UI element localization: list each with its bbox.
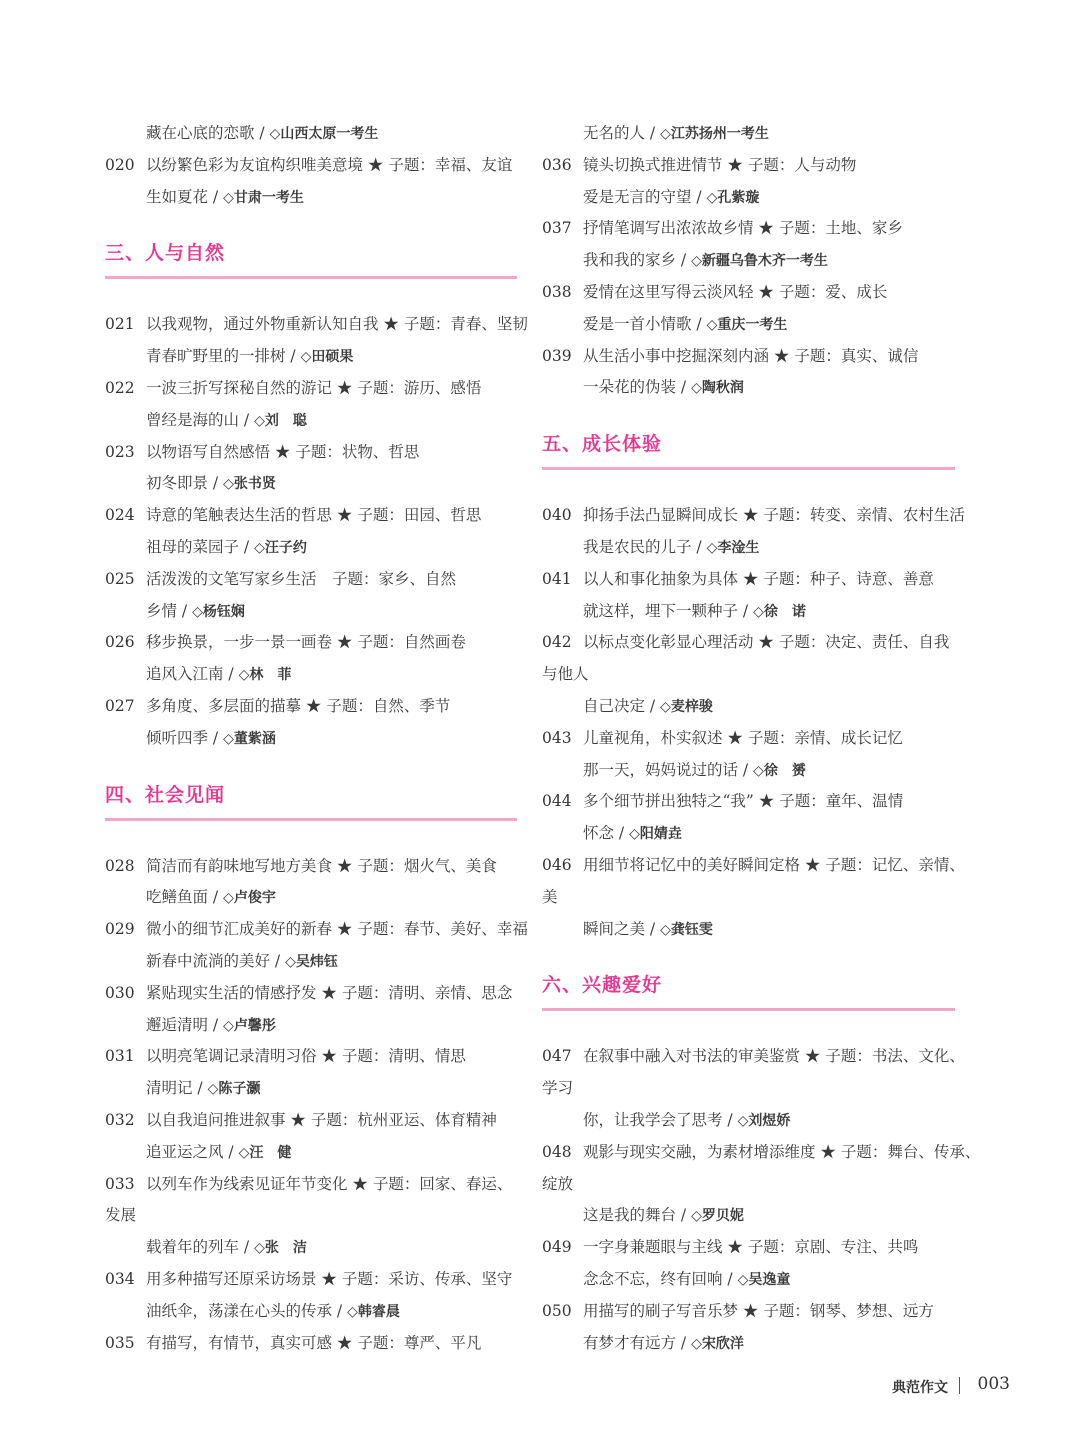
- article-title: [583, 1204, 744, 1227]
- article-author: ◇陈子灏: [207, 1081, 261, 1098]
- entry-description-wrap: 学习: [542, 1079, 574, 1098]
- section-heading: [542, 429, 955, 456]
- article-title: [146, 1236, 307, 1259]
- article-title-text: 追风入江南 /: [146, 665, 239, 684]
- article-author: ◇张 洁: [254, 1240, 307, 1257]
- section-heading: [105, 238, 517, 265]
- entry-description-wrap: 美: [542, 887, 558, 906]
- entry-description: 诗意的笔触表达生活的哲思 ★ 子题：田园、哲思: [146, 506, 482, 525]
- entry-number: 035: [105, 1333, 135, 1352]
- article-author: ◇陶秋润: [691, 380, 744, 397]
- article-author: ◇林 菲: [238, 667, 292, 684]
- entry-number: 048: [542, 1142, 572, 1161]
- entry-number: 047: [542, 1047, 572, 1066]
- article-title: [583, 600, 806, 623]
- article-title: [146, 600, 245, 623]
- footer-divider: [959, 1377, 960, 1394]
- entry-number: 033: [105, 1174, 135, 1193]
- article-author: ◇江苏扬州一考生: [660, 126, 769, 142]
- article-title: [146, 950, 338, 973]
- article-title-text: 吃鳝鱼面 /: [146, 888, 224, 907]
- article-title: [146, 1300, 400, 1323]
- entry-description: 简洁而有韵味地写地方美食 ★ 子题：烟火气、美食: [146, 856, 497, 875]
- article-title: [583, 376, 744, 399]
- article-title-text: 一朵花的伪装 /: [583, 378, 692, 397]
- entry-number: 024: [105, 506, 135, 525]
- entry-description-wrap: 与他人: [542, 665, 589, 684]
- entry-number: 022: [105, 379, 135, 397]
- entry-description: 以列车作为线索见证年节变化 ★ 子题：回家、春运、: [146, 1174, 513, 1193]
- article-title: [146, 886, 276, 909]
- entry-description: 微小的细节汇成美好的新春 ★ 子题：春节、美好、幸福: [146, 920, 528, 939]
- entry-description: 用多种描写还原采访场景 ★ 子题：采访、传承、坚守: [146, 1270, 513, 1288]
- article-title: [583, 918, 713, 941]
- article-title-text: 初冬即景 /: [146, 474, 224, 493]
- article-title-text: 念念不忘，终有回响 /: [583, 1270, 738, 1288]
- section-heading: [105, 780, 517, 807]
- article-title: [583, 313, 787, 336]
- article-title: [583, 695, 713, 718]
- article-author: ◇田硕果: [300, 349, 354, 366]
- article-title: [583, 1109, 790, 1132]
- article-author: ◇卢俊宇: [223, 890, 276, 907]
- entry-description: 一字身兼题眼与主线 ★ 子题：京剧、专注、共鸣: [583, 1238, 919, 1257]
- entry-description: 用描写的刷子写音乐梦 ★ 子题：钢琴、梦想、远方: [583, 1301, 934, 1320]
- entry-description: 以明亮笔调记录清明习俗 ★ 子题：清明、情思: [146, 1047, 466, 1066]
- article-title-text: 追亚运之风 /: [146, 1142, 239, 1161]
- article-title-text: 你，让我学会了思考 /: [583, 1111, 738, 1129]
- article-author: ◇刘 聪: [254, 412, 307, 429]
- entry-number: 020: [105, 155, 135, 174]
- entry-number: 038: [542, 283, 572, 301]
- article-author: ◇宋欣洋: [691, 1335, 744, 1352]
- article-author: ◇董紫涵: [223, 730, 276, 747]
- entry-number: 034: [105, 1270, 135, 1288]
- article-author: ◇阳婧垚: [629, 826, 682, 843]
- entry-number: 044: [542, 792, 572, 811]
- entry-description-wrap: 发展: [105, 1206, 137, 1225]
- article-author: ◇甘肃一考生: [223, 189, 304, 206]
- article-title-text: 怀念 /: [583, 824, 630, 843]
- section-heading-text: 六、兴趣爱好: [542, 974, 663, 997]
- article-title: [146, 1077, 260, 1100]
- article-title-text: 油纸伞，荡漾在心头的传承 /: [146, 1301, 348, 1320]
- entry-description: 从生活小事中挖掘深刻内涵 ★ 子题：真实、诚信: [583, 346, 919, 365]
- entry-number: 028: [105, 856, 135, 875]
- article-title: [146, 663, 291, 686]
- article-title-text: 那一天，妈妈说过的话 /: [583, 760, 754, 779]
- article-title: [583, 1332, 744, 1355]
- article-title-text: 新春中流淌的美好 /: [146, 952, 286, 970]
- article-title-text: 青春旷野里的一排树 /: [146, 347, 301, 366]
- article-title: [146, 1141, 291, 1164]
- article-author: ◇孔紫璇: [706, 189, 760, 206]
- article-author: ◇新疆乌鲁木齐一考生: [691, 253, 828, 270]
- entry-number: 030: [105, 983, 135, 1002]
- article-title-text: 我是农民的儿子 /: [583, 538, 707, 556]
- entry-number: 031: [105, 1047, 135, 1066]
- article-title-text: 清明记 /: [146, 1079, 208, 1098]
- article-title-text: 藏在心底的恋歌 /: [146, 124, 270, 142]
- entry-number: 041: [542, 569, 572, 588]
- entry-description-wrap: 绽放: [542, 1174, 574, 1193]
- article-author: ◇吴逸童: [737, 1272, 791, 1288]
- entry-number: 032: [105, 1111, 135, 1129]
- article-title-text: 乡情 /: [146, 601, 193, 620]
- article-title: [146, 186, 304, 209]
- magazine-name: 典范作文: [892, 1380, 948, 1396]
- article-title-text: 生如夏花 /: [146, 187, 224, 206]
- article-author: ◇张书贤: [223, 476, 276, 493]
- article-title: [146, 409, 307, 432]
- article-author: ◇龚钰雯: [660, 921, 713, 938]
- article-title-text: 有梦才有远方 /: [583, 1333, 692, 1352]
- entry-number: 043: [542, 728, 572, 747]
- entry-description: 在叙事中融入对书法的审美鉴赏 ★ 子题：书法、文化、: [583, 1047, 965, 1066]
- entry-number: 037: [542, 219, 572, 238]
- article-title: [583, 249, 828, 272]
- entry-description: 以物语写自然感悟 ★ 子题：状物、哲思: [146, 442, 420, 461]
- article-title-text: 我和我的家乡 /: [583, 251, 692, 270]
- entry-description: 多角度、多层面的描摹 ★ 子题：自然、季节: [146, 697, 451, 715]
- entry-number: 036: [542, 155, 572, 174]
- entry-number: 046: [542, 856, 572, 874]
- article-title-text: 自己决定 /: [583, 697, 661, 715]
- article-author: ◇麦梓骏: [660, 699, 713, 715]
- entry-description: 以自我追问推进叙事 ★ 子题：杭州亚运、体育精神: [146, 1111, 497, 1129]
- article-title: [146, 536, 307, 559]
- entry-description: 活泼泼的文笔写家乡生活 子题：家乡、自然: [146, 569, 457, 588]
- article-author: ◇刘煜娇: [737, 1113, 791, 1129]
- article-title-text: 曾经是海的山 /: [146, 410, 255, 429]
- section-divider: [542, 467, 955, 470]
- article-title: [146, 122, 378, 145]
- entry-description: 紧贴现实生活的情感抒发 ★ 子题：清明、亲情、思念: [146, 983, 513, 1002]
- entry-description: 有描写，有情节，真实可感 ★ 子题：尊严、平凡: [146, 1333, 482, 1352]
- article-author: ◇罗贝妮: [691, 1208, 744, 1225]
- section-heading-text: 三、人与自然: [105, 242, 226, 265]
- entry-description: 以纷繁色彩为友谊构织唯美意境 ★ 子题：幸福、友谊: [146, 155, 513, 174]
- article-title-text: 瞬间之美 /: [583, 919, 661, 938]
- article-author: ◇汪 健: [238, 1144, 292, 1161]
- article-author: ◇李淦生: [706, 540, 760, 556]
- article-title: [583, 1268, 790, 1291]
- article-title: [583, 122, 769, 145]
- section-heading-text: 四、社会见闻: [105, 783, 226, 806]
- entry-number: 023: [105, 442, 135, 461]
- entry-description: 抒情笔调写出浓浓故乡情 ★ 子题：土地、家乡: [583, 219, 903, 238]
- article-author: ◇杨钰娴: [192, 603, 245, 620]
- article-title: [146, 472, 276, 495]
- article-title-text: 这是我的舞台 /: [583, 1206, 692, 1225]
- article-title: [583, 822, 682, 845]
- article-title: [146, 727, 276, 750]
- article-title-text: 祖母的菜园子 /: [146, 538, 255, 556]
- entry-number: 026: [105, 633, 135, 652]
- entry-number: 039: [542, 346, 572, 365]
- section-divider: [105, 276, 517, 279]
- entry-number: 049: [542, 1238, 572, 1257]
- entry-description: 儿童视角，朴实叙述 ★ 子题：亲情、成长记忆: [583, 728, 903, 747]
- entry-description: 以我观物，通过外物重新认知自我 ★ 子题：青春、坚韧: [146, 315, 528, 334]
- entry-description: 以标点变化彰显心理活动 ★ 子题：决定、责任、自我: [583, 633, 950, 652]
- article-title-text: 倾听四季 /: [146, 728, 224, 747]
- entry-description: 移步换景，一步一景一画卷 ★ 子题：自然画卷: [146, 633, 466, 652]
- article-title: [146, 345, 353, 368]
- entry-number: 029: [105, 920, 135, 939]
- article-author: ◇徐 诺: [753, 603, 806, 620]
- article-title: [583, 186, 759, 209]
- article-author: ◇韩睿晨: [347, 1303, 400, 1320]
- article-author: ◇吴炜钰: [285, 954, 338, 970]
- entry-description: 用细节将记忆中的美好瞬间定格 ★ 子题：记忆、亲情、: [583, 856, 965, 874]
- entry-number: 050: [542, 1301, 572, 1320]
- article-title: [583, 536, 759, 559]
- page-number: 003: [977, 1374, 1010, 1394]
- entry-description: 爱情在这里写得云淡风轻 ★ 子题：爱、成长: [583, 283, 888, 301]
- page-footer: [850, 1374, 1010, 1398]
- entry-description: 抑扬手法凸显瞬间成长 ★ 子题：转变、亲情、农村生活: [583, 506, 965, 525]
- article-title: [146, 1014, 276, 1037]
- entry-number: 021: [105, 315, 135, 334]
- entry-number: 040: [542, 506, 572, 525]
- section-heading-text: 五、成长体验: [542, 433, 663, 456]
- entry-number: 025: [105, 569, 135, 588]
- article-title-text: 就这样，埋下一颗种子 /: [583, 601, 754, 620]
- section-divider: [542, 1008, 955, 1011]
- entry-description: 一波三折写探秘自然的游记 ★ 子题：游历、感悟: [146, 379, 482, 397]
- entry-description: 多个细节拼出独特之“我” ★ 子题：童年、温情: [583, 792, 904, 811]
- entry-description: 观影与现实交融，为素材增添维度 ★ 子题：舞台、传承、: [583, 1142, 981, 1161]
- article-author: ◇卢馨彤: [223, 1017, 276, 1034]
- article-author: ◇汪子约: [254, 540, 307, 556]
- entry-description: 镜头切换式推进情节 ★ 子题：人与动物: [583, 155, 857, 174]
- section-heading: [542, 970, 955, 997]
- article-author: ◇徐 赟: [753, 762, 806, 779]
- article-author: ◇重庆一考生: [706, 316, 788, 333]
- article-title-text: 邂逅清明 /: [146, 1015, 224, 1034]
- entry-number: 042: [542, 633, 572, 652]
- article-title: [583, 759, 806, 782]
- section-divider: [105, 818, 517, 821]
- entry-description: 以人和事化抽象为具体 ★ 子题：种子、诗意、善意: [583, 569, 934, 588]
- article-title-text: 载着年的列车 /: [146, 1238, 255, 1257]
- entry-number: 027: [105, 697, 135, 715]
- article-title-text: 无名的人 /: [583, 124, 661, 142]
- article-author: ◇山西太原一考生: [269, 126, 379, 142]
- article-title-text: 爱是一首小情歌 /: [583, 314, 707, 333]
- article-title-text: 爱是无言的守望 /: [583, 187, 707, 206]
